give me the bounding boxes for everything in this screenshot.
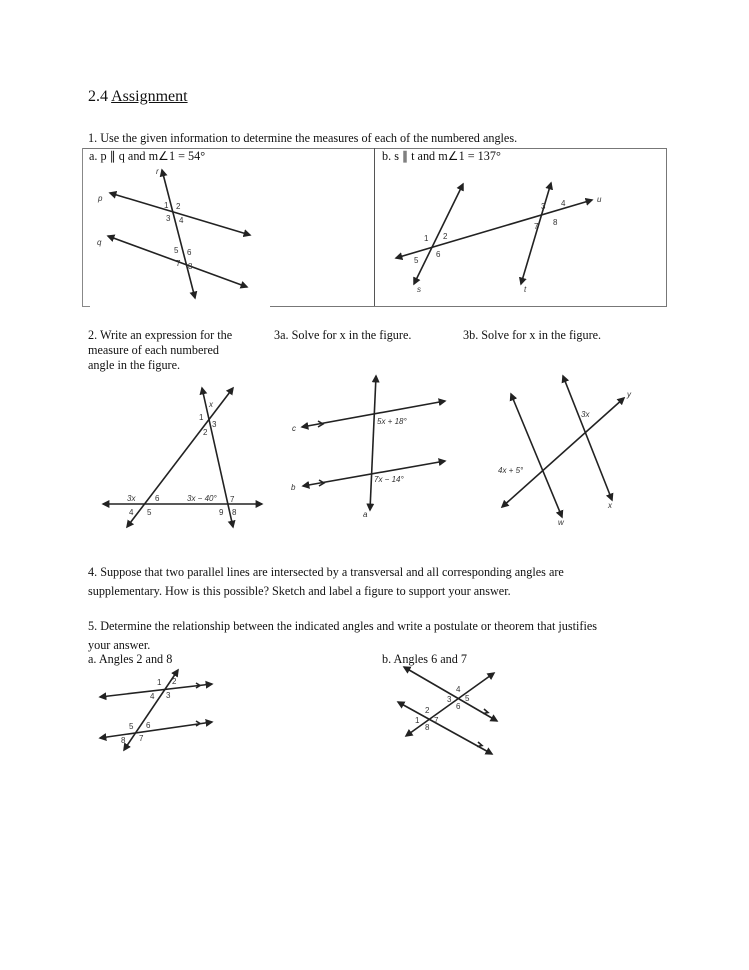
label-c: c [292,424,296,433]
angle-1: 1 [415,716,420,725]
angle-4: 4 [129,508,134,517]
angle-8: 8 [232,508,237,517]
angle-bottom-expr: 4x + 5° [498,466,524,475]
title-number: 2.4 [88,88,108,105]
figure-5a-labels [121,677,177,745]
q2-prompt [88,328,268,373]
angle-1: 1 [157,678,162,687]
q1-prompt: 1. Use the given information to determine the measures of each of the numbered angles. [88,131,518,145]
figure-1a-labels [97,167,193,271]
angle-5: 5 [129,722,134,731]
figure-1a [108,170,250,298]
label-t: t [524,285,527,294]
line-w [511,394,562,517]
angle-3: 3 [166,691,171,700]
line-a [370,376,376,510]
q5-line2: your answer. [88,638,151,652]
angle-6: 6 [187,248,192,257]
angle-8: 8 [121,736,126,745]
angle-5: 5 [147,508,152,517]
figure-2-labels [127,400,237,517]
angle-6: 6 [155,494,160,503]
q2-line3: angle in the figure. [88,358,181,372]
label-b: b [291,483,296,492]
q5-line1: 5. Determine the relationship between the indicated angles and write a postulate or theorem that justifies [88,619,598,633]
label-r: r [156,167,159,176]
figure-5b-labels [415,685,470,732]
angle-top-expr: 5x + 18° [377,417,407,426]
transversal [124,670,178,750]
label-x: x [608,501,612,510]
angle-7: 7 [139,734,144,743]
angle-5: 5 [414,256,419,265]
angle-9: 9 [219,508,224,517]
angle-5: 5 [174,246,179,255]
angle-1: 1 [164,201,169,210]
line-bottom [100,722,212,738]
angle-8: 8 [188,262,193,271]
figure-5b [398,667,497,754]
angle-4: 4 [150,692,155,701]
label-a: a [363,510,368,519]
q4-line1: 4. Suppose that two parallel lines are intersected by a transversal and all corresponding angles are [88,565,564,579]
angle-7: 7 [534,222,539,231]
angle-5: 5 [465,694,470,703]
angle-7: 7 [230,495,235,504]
parallel-mark-lower [477,742,482,747]
angle-6: 6 [436,250,441,259]
q5-prompt [88,617,597,655]
line-top [100,684,212,697]
line-u [396,200,592,258]
q3a-prompt: 3a. Solve for x in the figure. [274,328,412,342]
angle-3: 3 [212,420,217,429]
angle-2: 2 [443,232,448,241]
line-t [521,183,551,284]
transversal [406,673,494,736]
q2-line1: 2. Write an expression for the [88,328,233,342]
line-r [162,170,195,298]
angle-8: 8 [425,723,430,732]
angle-3: 3 [166,214,171,223]
q2-line2: measure of each numbered [88,343,219,357]
label-u: u [597,195,602,204]
figure-3b [502,376,624,517]
label-q: q [97,238,102,247]
angle-3: 3 [541,202,546,211]
label-s: s [417,285,421,294]
angle-2: 2 [203,428,208,437]
angle-6: 6 [146,721,151,730]
q3b-prompt: 3b. Solve for x in the figure. [463,328,602,342]
angle-x: x [209,400,213,409]
label-y: y [627,390,631,399]
figure-2 [103,388,262,527]
angle-top-expr: 3x [581,410,590,419]
angle-3x: 3x [127,494,136,503]
title-label: Assignment [111,88,188,105]
angle-7: 7 [176,259,181,268]
q5a-label: a. Angles 2 and 8 [88,652,173,666]
figure-3a [302,376,445,510]
angle-2: 2 [425,706,430,715]
q5b-label: b. Angles 6 and 7 [382,652,467,666]
angle-bottom-expr: 7x − 14° [374,475,404,484]
angle-4: 4 [456,685,461,694]
figure-5a [100,670,212,750]
angle-4: 4 [561,199,566,208]
label-w: w [558,518,564,527]
angle-7: 7 [434,716,439,725]
angle-1: 1 [424,234,429,243]
line-p [110,193,250,235]
angle-4: 4 [179,216,184,225]
q4-line2: supplementary. How is this possible? Sketch and label a figure to support your answer. [88,584,511,598]
angle-6: 6 [456,702,461,711]
label-p: p [98,194,103,203]
line-x [563,376,612,500]
q1a-label: a. p ∥ q and m∠1 = 54° [89,149,206,163]
angle-2: 2 [176,202,181,211]
line-s [414,184,463,284]
angle-1: 1 [199,413,204,422]
angle-3: 3 [447,695,452,704]
angle-2: 2 [172,677,177,686]
parallel-mark-upper [483,709,488,714]
q4-prompt [88,563,564,601]
q1b-label: b. s ∥ t and m∠1 = 137° [382,149,501,163]
angle-3x-40: 3x − 40° [187,494,217,503]
angle-8: 8 [553,218,558,227]
figure-3a-labels [291,417,407,519]
